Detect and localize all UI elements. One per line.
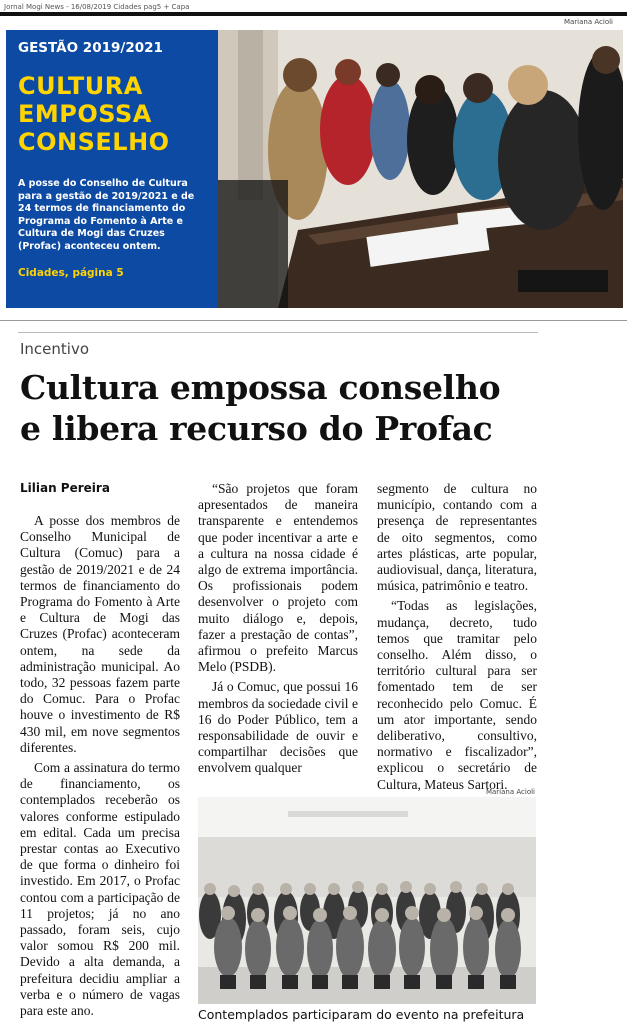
article-column-2 — [198, 481, 358, 777]
source-line: Jornal Mogi News - 16/08/2019 Cidades pag5 + Capa — [4, 3, 190, 11]
photo-credit: Mariana Acioli — [485, 788, 535, 796]
group-photo-illustration — [198, 797, 536, 1004]
group-photo — [198, 797, 536, 1004]
paragraph: A posse dos membros de Conselho Municipal de Cultura (Comuc) para a gestão de 2019/2021 e de 24 termos de financiamento do Programa do Fomento à Arte e Cultura de Mogi das Cruzes (Profac) aconteceram ontem, na sede da administração municipal. Ao todo, 32 pessoas fazem parte do Comuc. Para o Profac houve o investimento de R$ 430 mil, em nove segmentos diferentes. — [20, 513, 180, 755]
teaser-page-reference: Cidades, página 5 — [18, 267, 124, 279]
byline: Lilian Pereira — [20, 481, 110, 495]
article-column-3 — [377, 481, 537, 793]
photo-credit-top: Mariana Acioli — [563, 18, 613, 26]
article-headline — [20, 367, 560, 449]
front-teaser-box — [6, 30, 218, 308]
paragraph: “Todas as legislações, mudança, decreto, tudo temos que tramitar pelo conselho. Além disso, o território cultural para ser fomentado tem de ser reconhecido pelo Comuc. É um ator importante, sendo deliberativo, consultivo, normativo e fiscalizador”, explicou o secretário de Cultura, Mateus Sartori. — [377, 598, 537, 792]
top-rule — [0, 12, 627, 16]
meeting-photo — [218, 30, 623, 308]
paragraph: Com a assinatura do termo de financiamento, os contemplados receberão os valores conforme estipulado em edital. Cada um precisa prestar contas ao Executivo de que forma o dinheiro foi investido. Em 2017, o Profac contou com a participação de 11 projetos; já no ano passado, foram seis, cujo valor somou R$ 200 mil. Devido a alta demanda, a prefeitura decidiu ampliar a verba e o número de vagas para este ano. — [20, 760, 180, 1019]
section-divider — [18, 332, 538, 333]
photo-caption: Contemplados participaram do evento na prefeitura — [198, 1007, 525, 1022]
teaser-kicker: GESTÃO 2019/2021 — [18, 40, 163, 56]
paragraph: Já o Comuc, que possui 16 membros da sociedade civil e 16 do Poder Público, tem a responsabilidade de ouvir e compartilhar decisões que envolvem qualquer — [198, 679, 358, 776]
teaser-summary: A posse do Conselho de Cultura para a gestão de 2019/2021 e de 24 termos de financiamento do Programa do Fomento à Arte e Cultura de Mogi das Cruzes (Profac) aconteceu ontem. — [18, 178, 195, 252]
article-column-1-continued — [20, 760, 180, 1019]
meeting-photo-illustration — [218, 30, 623, 308]
paragraph: segmento de cultura no município, contando com a presença de representantes de oito segmentos, como artes plásticas, arte popular, audiovisual, dança, literatura, música, patrimônio e teatro. — [377, 481, 537, 594]
headline-line: e libera recurso do Profac — [20, 409, 493, 448]
teaser-headline — [18, 72, 206, 156]
teaser-headline-line: EMPOSSA — [18, 100, 152, 128]
paragraph: “São projetos que foram apresentados de maneira transparente e entendemos que poder incentivar a arte e a cultura na nossa cidade é algo de extrema importância. Os profissionais podem desenvolver o projeto com muito diálogo e, depois, fazer a prestação de contas”, afirmou o prefeito Marcus Melo (PSDB). — [198, 481, 358, 675]
headline-line: Cultura empossa conselho — [20, 368, 501, 407]
section-label: Incentivo — [20, 340, 90, 358]
section-divider — [0, 320, 627, 321]
teaser-headline-line: CONSELHO — [18, 128, 170, 156]
teaser-headline-line: CULTURA — [18, 72, 143, 100]
article-column-1 — [20, 513, 180, 756]
